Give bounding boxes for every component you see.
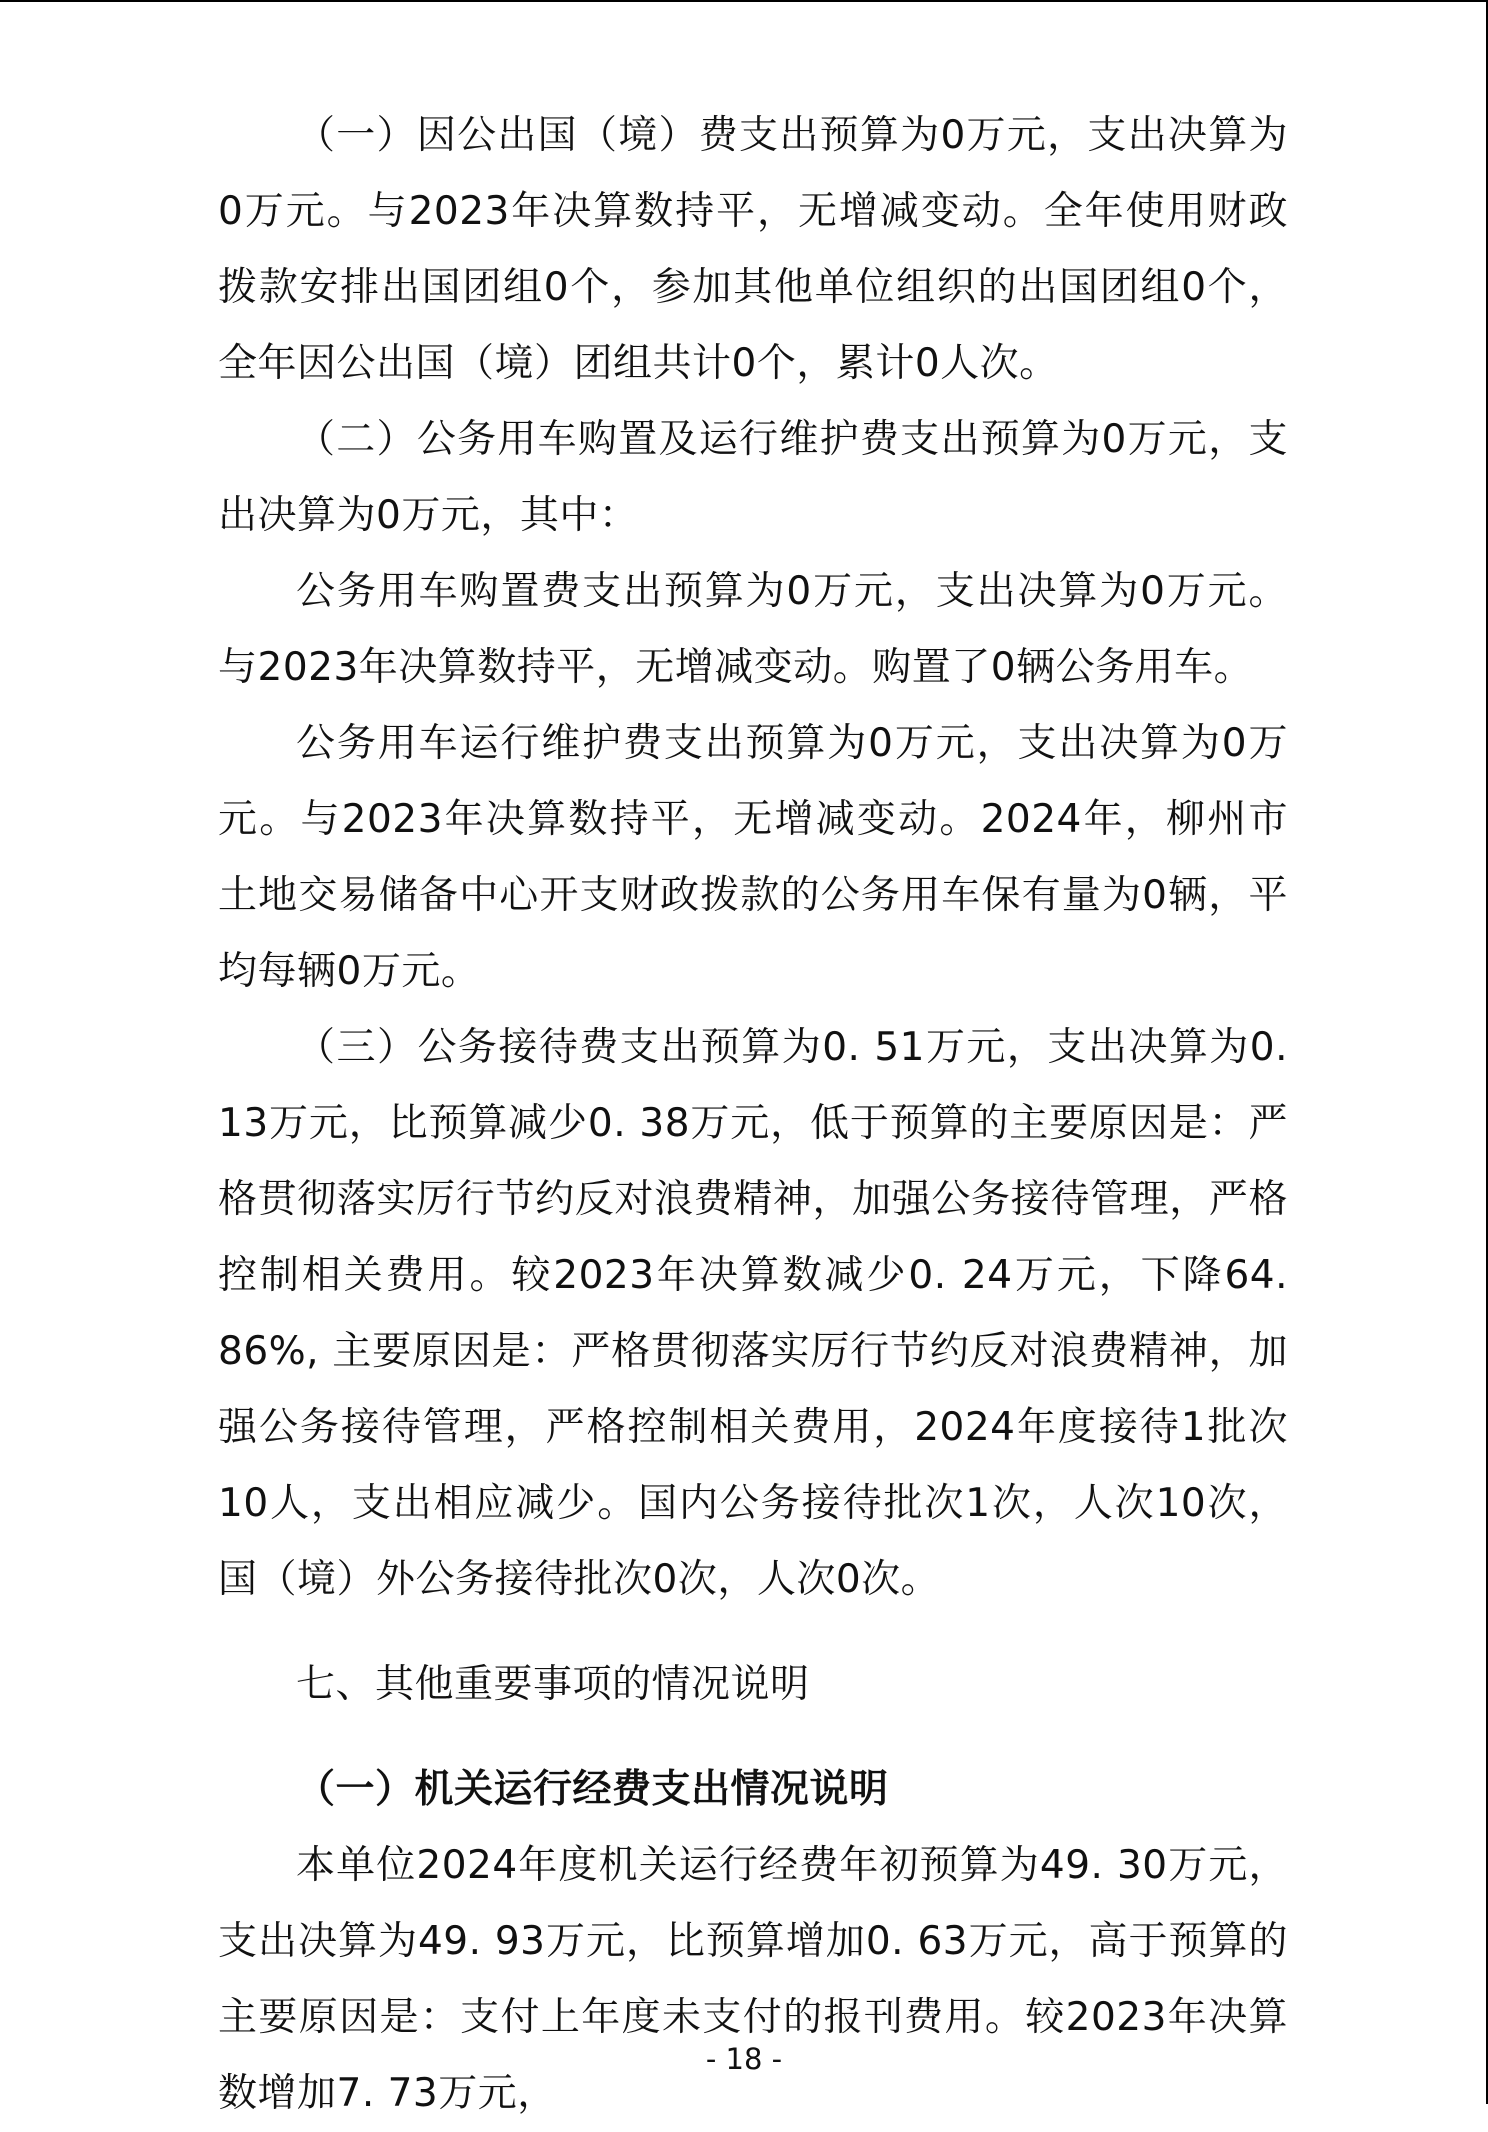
paragraph-overseas-travel: （一）因公出国（境）费支出预算为0万元，支出决算为0万元。与2023年决算数持平，无增减变动。全年使用财政拨款安排出国团组0个，参加其他单位组织的出国团组0个，全年因公出国（境）团组共计0个，累计0人次。: [218, 113, 1288, 386]
paragraph-operating-expenses: 本单位2024年度机关运行经费年初预算为49. 30万元，支出决算为49. 93万元，比预算增加0. 63万元，高于预算的主要原因是：支付上年度未支付的报刊费用。较2023年决算数增加7. 73万元，: [218, 1843, 1288, 2116]
page-number: - 18 -: [705, 2042, 783, 2076]
paragraph-vehicle-maintenance: 公务用车运行维护费支出预算为0万元，支出决算为0万元。与2023年决算数持平，无增减变动。2024年，柳州市土地交易储备中心开支财政拨款的公务用车保有量为0辆，平均每辆0万元。: [218, 721, 1288, 994]
paragraph-official-vehicles: （二）公务用车购置及运行维护费支出预算为0万元，支出决算为0万元，其中：: [218, 417, 1288, 538]
paragraph-official-reception: （三）公务接待费支出预算为0. 51万元，支出决算为0. 13万元，比预算减少0. 38万元，低于预算的主要原因是：严格贯彻落实厉行节约反对浪费精神，加强公务接待管理，严格控制相关费用。较2023年决算数减少0. 24万元，下降64. 86%, 主要原因是：严格贯彻落实厉行节约反对浪费精神，加强公务接待管理，严格控制相关费用，2024年度接待1批次10人，支出相应减少。国内公务接待批次1次，人次10次，国（境）外公务接待批次0次，人次0次。: [218, 1025, 1288, 1602]
paragraph-vehicle-purchase: 公务用车购置费支出预算为0万元，支出决算为0万元。与2023年决算数持平，无增减变动。购置了0辆公务用车。: [218, 569, 1288, 690]
document-body: [218, 98, 1288, 2132]
section-heading: 七、其他重要事项的情况说明: [296, 1662, 810, 1707]
subsection-heading: （一）机关运行经费支出情况说明: [296, 1767, 889, 1812]
